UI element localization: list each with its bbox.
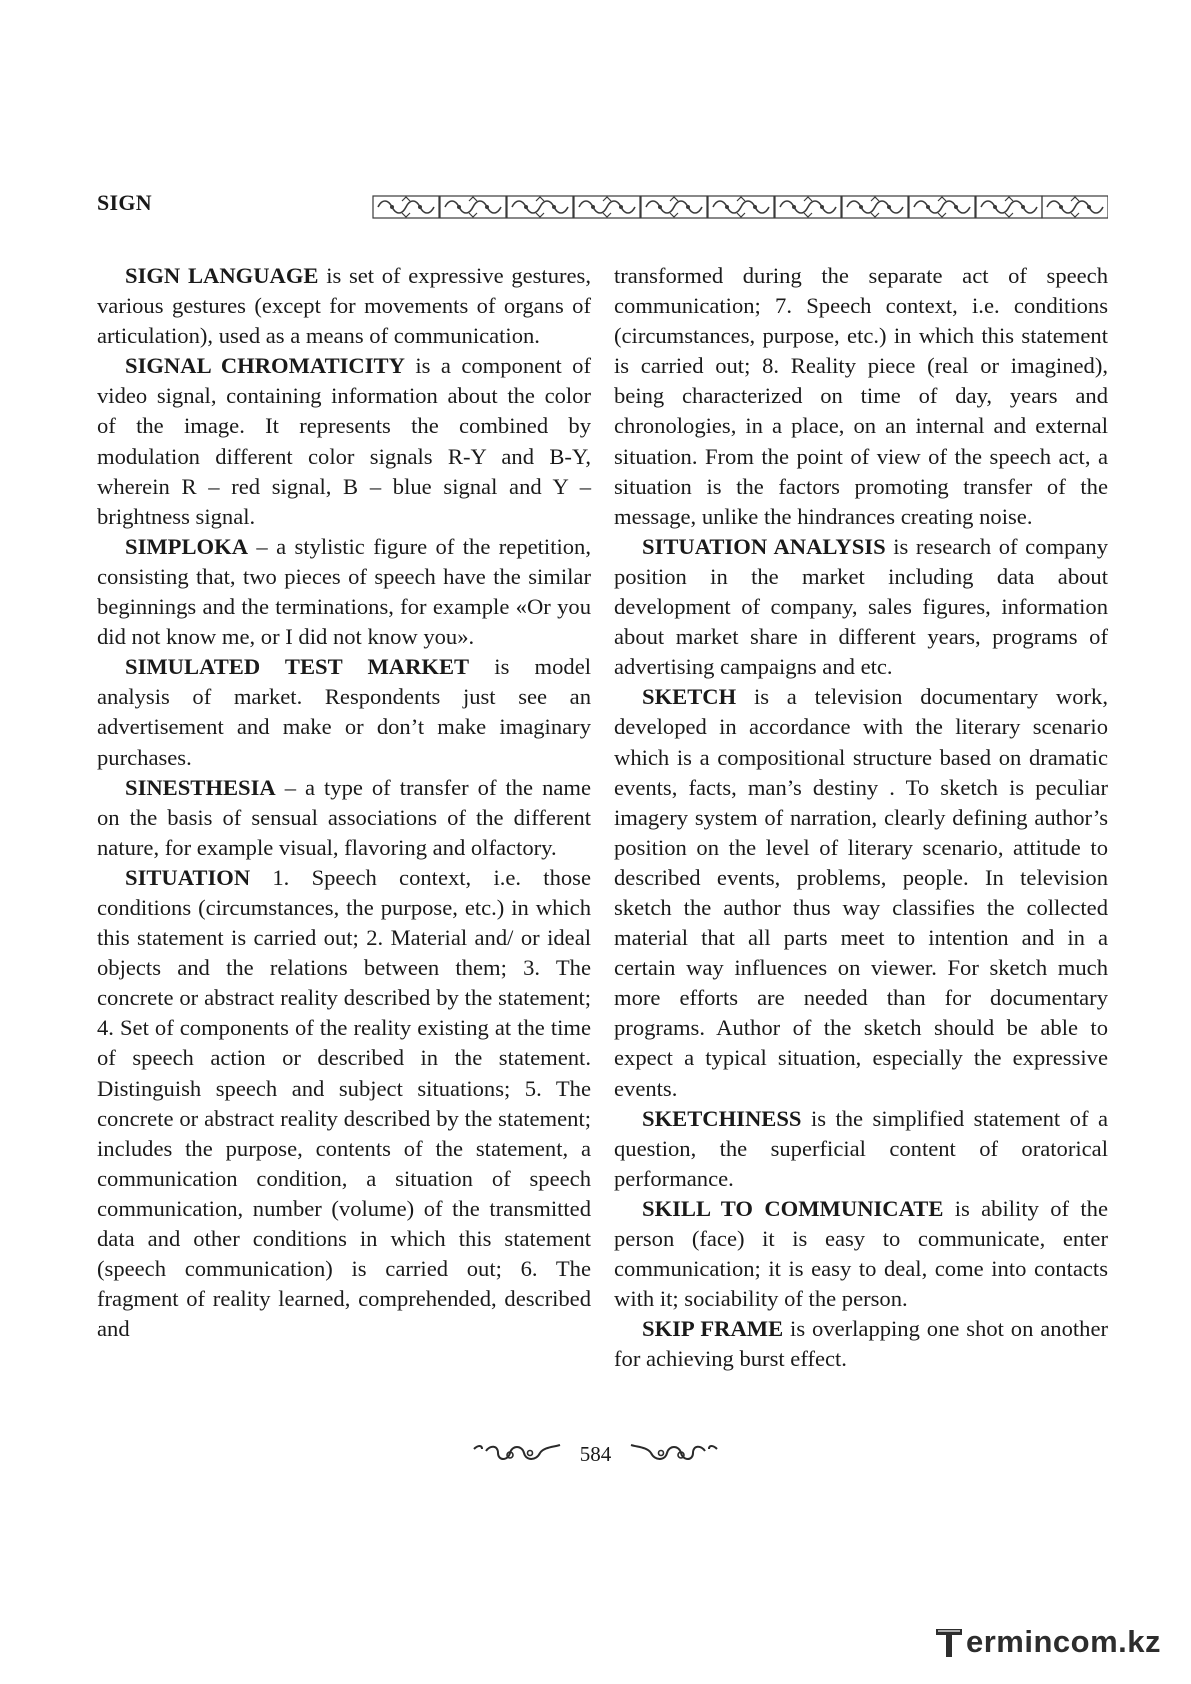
entry-term: SIMPLOKA xyxy=(125,533,249,559)
entry-term: SKIP FRAME xyxy=(642,1316,784,1342)
running-header: SIGN xyxy=(97,190,152,215)
entry-term: SITUATION xyxy=(125,864,251,890)
dictionary-entry xyxy=(97,261,591,351)
watermark xyxy=(934,1625,1161,1659)
entry-term: SINESTHESIA xyxy=(125,774,276,800)
watermark-text: ermincom.kz xyxy=(965,1624,1161,1659)
entry-definition: – a stylistic figure of the repetition, consisting that, two pieces of speech have the similar beginnings and the terminations, for example «Or you did not know me, or I did not know you». xyxy=(97,533,591,650)
dictionary-entry xyxy=(614,1194,1108,1314)
entry-term: SIGN LANGUAGE xyxy=(125,263,319,288)
entry-term: SIGNAL CHROMATICITY xyxy=(125,353,405,379)
dictionary-entry xyxy=(97,652,591,772)
entry-definition: – a type of transfer of the name on the basis of sensual associations of the different nature, for example visual, flavoring and olfactory. xyxy=(97,774,591,860)
left-column xyxy=(97,261,591,1344)
entry-term: SKETCHINESS xyxy=(642,1105,802,1131)
page-footer xyxy=(0,1441,1191,1467)
entry-continuation: transformed during the separate act of speech communication; 7. Speech context, i.e. conditions (circumstances, purpose, etc.) in which this statement is carried out; 8. Reality piece (real or imagined), being characterized on time of day, years and chronologies, in a place, on an internal and external situation. From the point of view of the speech act, a situation is the factors promoting transfer of the message, unlike the hindrances creating noise. xyxy=(614,263,1108,529)
entry-term: SIMULATED TEST MARKET xyxy=(125,654,470,680)
right-column xyxy=(614,261,1108,1374)
footer-ornament-right-icon xyxy=(627,1441,721,1467)
dictionary-entry xyxy=(97,351,591,532)
dictionary-entry xyxy=(614,1314,1108,1374)
entry-definition: is model analysis of market. Respondents just see an advertisement and make or don’t make imaginary purchases. xyxy=(97,654,591,770)
dictionary-entry xyxy=(614,1104,1108,1194)
t-letter-logo-icon xyxy=(934,1625,964,1659)
entry-definition: is the simplified statement of a question, the superficial content of oratorical performance. xyxy=(614,1105,1108,1191)
dictionary-entry xyxy=(97,863,591,1345)
entry-definition: is set of expressive gestures, various gestures (except for movements of organs of articulation), used as a means of communication. xyxy=(97,263,591,349)
entry-definition: is a component of video signal, containing information about the color of the image. It represents the combined by modulation different color signals R-Y and B-Y, wherein R – red signal, B – blue signal and Y – brightness signal. xyxy=(97,353,592,529)
dictionary-entry xyxy=(614,532,1108,682)
entry-term: SITUATION ANALYSIS xyxy=(642,533,886,559)
dictionary-entry xyxy=(97,532,591,652)
footer-ornament-left-icon xyxy=(470,1441,564,1467)
entry-definition: is a television documentary work, developed in accordance with the literary scenario which is a compositional structure based on dramatic events, facts, man’s destiny . To sketch is peculiar imagery system of narration, clearly defining author’s position on the level of literary scenario, attitude to described events, problems, people. In television sketch the author thus way classifies the collected material that all parts meet to intention and in a certain way influences on viewer. For sketch much more efforts are needed than for documentary programs. Author of the sketch should be able to expect a typical situation, especially the expressive events. xyxy=(614,684,1108,1101)
entry-definition: is ability of the person (face) it is easy to communicate, enter communication; it is easy to deal, come into contacts with it; sociability of the person. xyxy=(614,1195,1108,1312)
entry-term: SKETCH xyxy=(642,684,737,710)
header-ornament-band xyxy=(372,193,1108,221)
page-number: 584 xyxy=(579,1441,612,1466)
dictionary-entry xyxy=(97,773,591,863)
entry-definition: 1. Speech context, i.e. those conditions (circumstances, the purpose, etc.) in which this statement is carried out; 2. Material and/ or ideal objects and the relations between them; 3. The concrete or abstract reality described by the statement; 4. Set of components of the reality existing at the time of speech action or described in the statement. Distinguish speech and subject situations; 5. The concrete or abstract reality described by the statement; includes the purpose, contents of the statement, a communication condition, a situation of speech communication, number (volume) of the transmitted data and other conditions in which this statement (speech communication) is carried out; 6. The fragment of reality learned, comprehended, described and xyxy=(97,864,591,1342)
dictionary-entry xyxy=(614,682,1108,1103)
entry-definition: is overlapping one shot on another for achieving burst effect. xyxy=(614,1316,1108,1372)
entry-term: SKILL TO COMMUNICATE xyxy=(642,1195,944,1221)
entry-definition: is research of company position in the market including data about development of company, sales figures, information about market share in different years, programs of advertising campaigns and etc. xyxy=(614,533,1108,680)
